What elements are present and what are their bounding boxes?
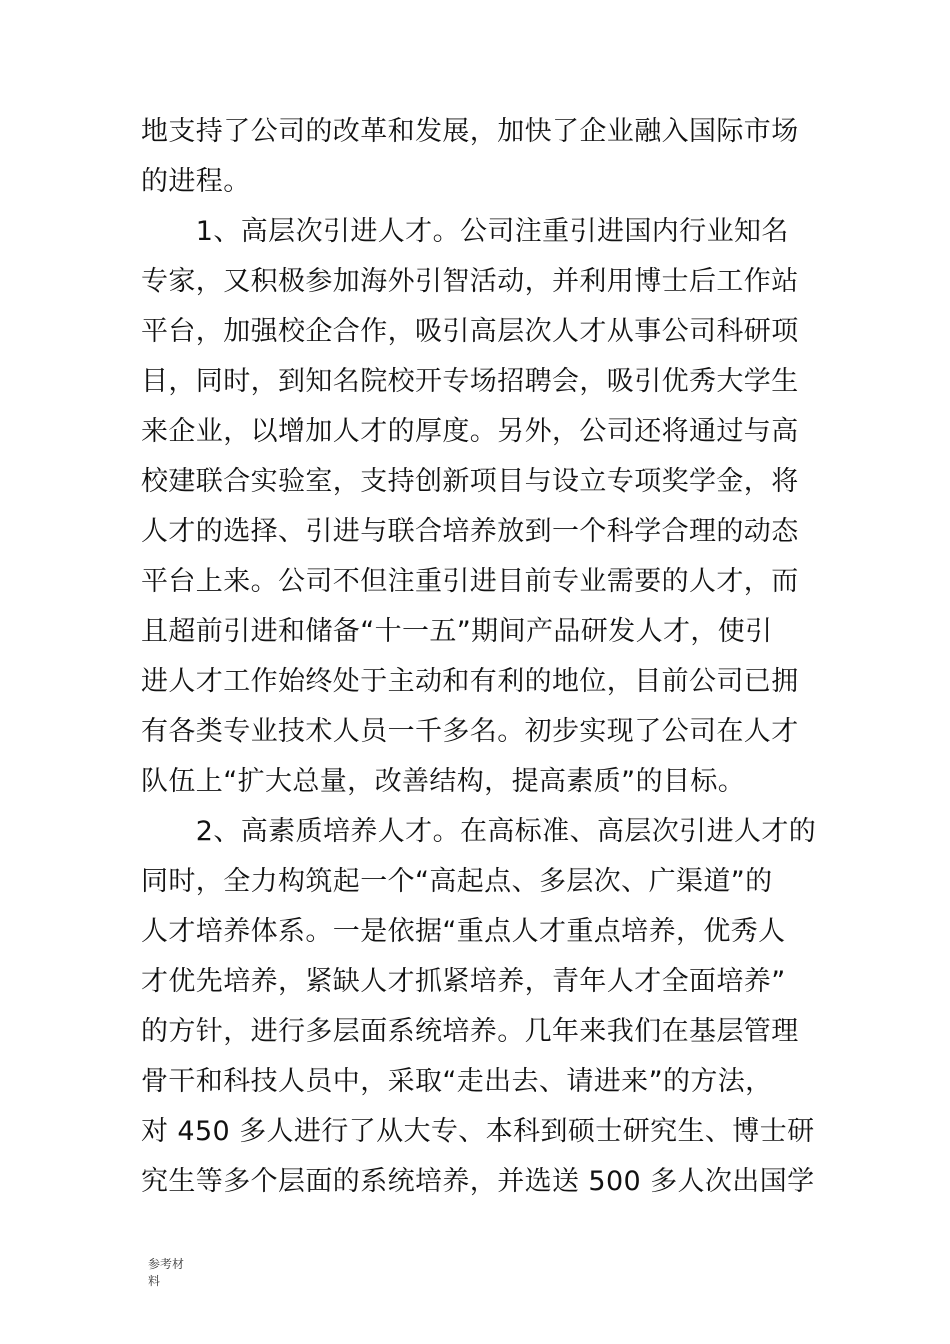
text-line: 的方针，进行多层面系统培养。几年来我们在基层管理 [141, 1016, 799, 1047]
text-line: 的进程。 [141, 166, 251, 197]
text-line: 目，同时，到知名院校开专场招聘会，吸引优秀大学生 [141, 366, 799, 397]
text-line: 人才的选择、引进与联合培养放到一个科学合理的动态 [141, 516, 799, 547]
text-line: 地支持了公司的改革和发展，加快了企业融入国际市场 [141, 116, 799, 147]
text-line: 平台，加强校企合作，吸引高层次人才从事公司科研项 [141, 316, 799, 347]
footer-text: 料 [148, 1274, 161, 1288]
text-line: 才优先培养，紧缺人才抓紧培养，青年人才全面培养” [141, 966, 786, 997]
page-footer [148, 1256, 208, 1290]
text-line: 人才培养体系。一是依据“重点人才重点培养，优秀人 [141, 916, 786, 947]
footer-text: 参考材 [148, 1257, 185, 1271]
text-line: 进人才工作始终处于主动和有利的地位，目前公司已拥 [141, 666, 799, 697]
text-line: 且超前引进和储备“十一五”期间产品研发人才，使引 [141, 616, 773, 647]
text-line: 究生等多个层面的系统培养，并选送 500 多人次出国学 [141, 1166, 815, 1197]
text-line: 1、高层次引进人才。公司注重引进国内行业知名 [141, 216, 789, 247]
text-line: 队伍上“扩大总量，改善结构，提高素质”的目标。 [141, 766, 746, 797]
text-line: 来企业，以增加人才的厚度。另外，公司还将通过与高 [141, 416, 799, 447]
text-line: 校建联合实验室，支持创新项目与设立专项奖学金，将 [141, 466, 799, 497]
text-line: 2、高素质培养人才。在高标准、高层次引进人才的 [141, 816, 817, 847]
text-line: 骨干和科技人员中，采取“走出去、请进来”的方法， [141, 1066, 773, 1097]
text-line: 对 450 多人进行了从大专、本科到硕士研究生、博士研 [141, 1116, 815, 1147]
text-line: 平台上来。公司不但注重引进目前专业需要的人才，而 [141, 566, 799, 597]
body-text [141, 107, 817, 1207]
text-line: 专家，又积极参加海外引智活动，并利用博士后工作站 [141, 266, 799, 297]
text-line: 有各类专业技术人员一千多名。初步实现了公司在人才 [141, 716, 799, 747]
text-line: 同时，全力构筑起一个“高起点、多层次、广渠道”的 [141, 866, 773, 897]
